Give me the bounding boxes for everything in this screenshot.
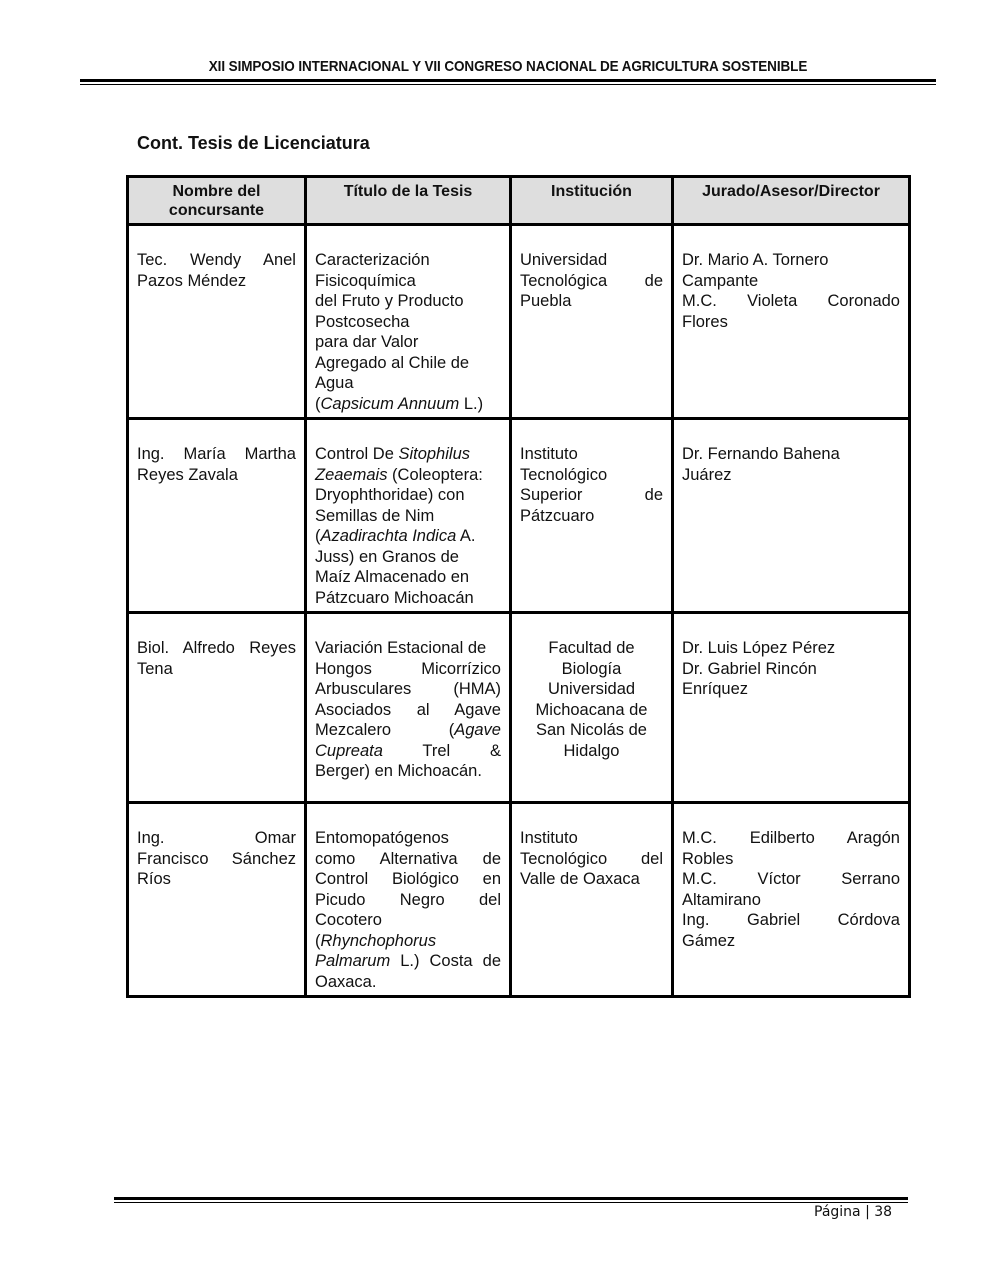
- cell-institution: Instituto Tecnológico del Valle de Oaxaca: [511, 803, 673, 997]
- cell-name: Ing. Omar Francisco Sánchez Ríos: [128, 803, 306, 997]
- table-row: [128, 803, 910, 997]
- table-header-row: [128, 177, 910, 225]
- thesis-table: [126, 175, 911, 998]
- table-row: [128, 419, 910, 613]
- cell-name: Tec. Wendy Anel Pazos Méndez: [128, 225, 306, 419]
- table-row: [128, 613, 910, 803]
- table-row: [128, 225, 910, 419]
- footer-rule-thin: [114, 1202, 908, 1203]
- cell-title: Caracterización Fisicoquímica del Fruto y Producto Postcosecha para dar Valor Agregado al Chile de Agua (Capsicum Annuum L.): [306, 225, 511, 419]
- section-title: Cont. Tesis de Licenciatura: [137, 133, 370, 153]
- cell-institution: Instituto Tecnológico Superior de Pátzcuaro: [511, 419, 673, 613]
- column-header-name: Nombre del concursante: [128, 177, 306, 225]
- cell-name: Biol. Alfredo Reyes Tena: [128, 613, 306, 803]
- page-number-value: 38: [874, 1204, 893, 1220]
- header-rule-thick: [80, 79, 936, 82]
- column-header-title: Título de la Tesis: [306, 177, 511, 225]
- cell-jury: Dr. Fernando Bahena Juárez: [673, 419, 910, 613]
- cell-jury: M.C. Edilberto Aragón Robles M.C. Víctor Serrano Altamirano Ing. Gabriel Córdova Gámez: [673, 803, 910, 997]
- cell-institution: Facultad de Biología Universidad Michoacana de San Nicolás de Hidalgo: [511, 613, 673, 803]
- column-header-institution: Institución: [511, 177, 673, 225]
- page-number: [814, 1204, 892, 1220]
- page-label: Página: [814, 1204, 861, 1220]
- cell-jury: Dr. Mario A. Tornero Campante M.C. Violeta Coronado Flores: [673, 225, 910, 419]
- page-separator: |: [865, 1204, 870, 1220]
- cell-title: Variación Estacional de Hongos Micorrízico Arbusculares (HMA) Asociados al Agave Mezcalero (Agave Cupreata Trel & Berger) en Michoacán.: [306, 613, 511, 803]
- footer-rule-thick: [114, 1197, 908, 1200]
- header-rule-thin: [80, 84, 936, 85]
- document-header-title: XII SIMPOSIO INTERNACIONAL Y VII CONGRESO NACIONAL DE AGRICULTURA SOSTENIBLE: [208, 58, 808, 75]
- cell-institution: Universidad Tecnológica de Puebla: [511, 225, 673, 419]
- cell-title: Control De Sitophilus Zeaemais (Coleoptera: Dryophthoridae) con Semillas de Nim (Azadirachta Indica A. Juss) en Granos de Maíz Almacenado en Pátzcuaro Michoacán: [306, 419, 511, 613]
- column-header-jury: Jurado/Asesor/Director: [673, 177, 910, 225]
- cell-name: Ing. María Martha Reyes Zavala: [128, 419, 306, 613]
- cell-jury: Dr. Luis López Pérez Dr. Gabriel Rincón Enríquez: [673, 613, 910, 803]
- cell-title: Entomopatógenos como Alternativa de Control Biológico en Picudo Negro del Cocotero (Rhynchophorus Palmarum L.) Costa de Oaxaca.: [306, 803, 511, 997]
